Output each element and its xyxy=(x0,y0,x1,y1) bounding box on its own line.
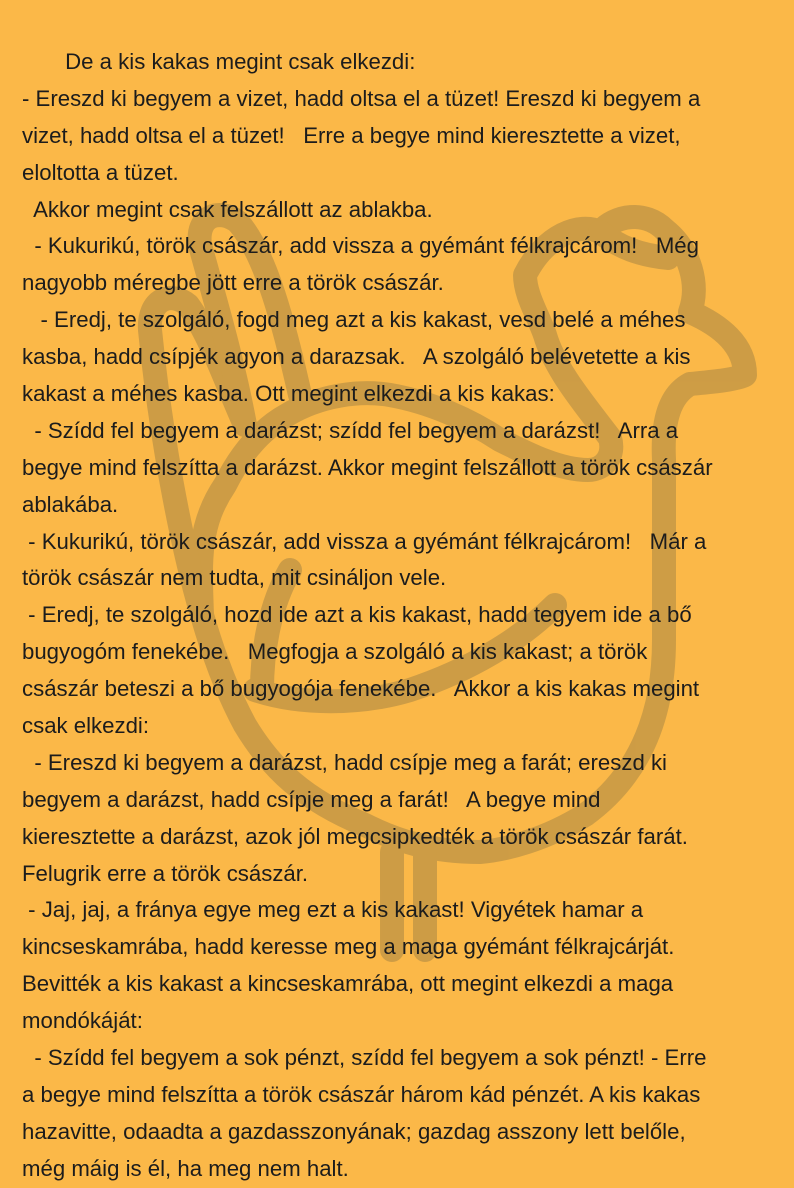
story-line: császár beteszi a bő bugyogója fenekébe. Akkor a kis kakas megint xyxy=(22,676,700,702)
story-line: még máig is él, ha meg nem halt. xyxy=(22,1155,349,1181)
story-line: - Ereszd ki begyem a vizet, hadd oltsa el a tüzet! Ereszd ki begyem a xyxy=(22,85,701,111)
story-line: ablakába. xyxy=(22,491,119,517)
story-line: - Jaj, jaj, a fránya egye meg ezt a kis kakast! Vigyétek hamar a xyxy=(22,897,644,923)
story-line: De a kis kakas megint csak elkezdi: xyxy=(22,49,416,74)
story-line: - Kukurikú, török császár, add vissza a gyémánt félkrajcárom! Már a xyxy=(22,528,707,554)
story-line: - Szídd fel begyem a sok pénzt, szídd fel begyem a sok pénzt! - Erre xyxy=(22,1045,707,1071)
story-line: - Kukurikú, török császár, add vissza a gyémánt félkrajcárom! Még xyxy=(22,233,699,259)
story-line: a begye mind felszítta a török császár három kád pénzét. A kis kakas xyxy=(22,1081,701,1107)
story-line: Akkor megint csak felszállott az ablakba. xyxy=(22,196,433,222)
story-line: bugyogóm fenekébe. Megfogja a szolgáló a kis kakast; a török xyxy=(22,639,648,665)
story-line: - Eredj, te szolgáló, hozd ide azt a kis kakast, hadd tegyem ide a bő xyxy=(22,602,692,628)
story-line: vizet, hadd oltsa el a tüzet! Erre a begye mind kieresztette a vizet, xyxy=(22,122,681,148)
story-line: kasba, hadd csípjék agyon a darazsak. A szolgáló belévetette a kis xyxy=(22,344,691,370)
story-line: - Ereszd ki begyem a darázst, hadd csípje meg a farát; ereszd ki xyxy=(22,749,667,775)
story-line: - Szídd fel begyem a darázst; szídd fel begyem a darázst! Arra a xyxy=(22,417,679,443)
story-line: mondókáját: xyxy=(22,1008,143,1034)
story-line: begye mind felszítta a darázst. Akkor megint felszállott a török császár xyxy=(22,454,713,480)
story-line: nagyobb méregbe jött erre a török császár. xyxy=(22,270,444,296)
story-line: kieresztette a darázst, azok jól megcsipkedték a török császár farát. xyxy=(22,823,688,849)
story-line: begyem a darázst, hadd csípje meg a farát! A begye mind xyxy=(22,786,601,812)
story-line: hazavitte, odaadta a gazdasszonyának; gazdag asszony lett belőle, xyxy=(22,1118,686,1144)
story-line: Felugrik erre a török császár. xyxy=(22,860,309,886)
story-line: eloltotta a tüzet. xyxy=(22,159,179,185)
story-line: csak elkezdi: xyxy=(22,713,150,739)
story-line: Bevitték a kis kakast a kincseskamrába, ott megint elkezdi a maga xyxy=(22,971,674,997)
story-text xyxy=(22,44,782,1188)
story-line: kincseskamrába, hadd keresse meg a maga gyémánt félkrajcárját. xyxy=(22,934,675,960)
story-line: török császár nem tudta, mit csináljon vele. xyxy=(22,565,447,591)
story-line: kakast a méhes kasba. Ott megint elkezdi a kis kakas: xyxy=(22,381,555,407)
story-line: - Eredj, te szolgáló, fogd meg azt a kis kakast, vesd belé a méhes xyxy=(22,307,686,333)
